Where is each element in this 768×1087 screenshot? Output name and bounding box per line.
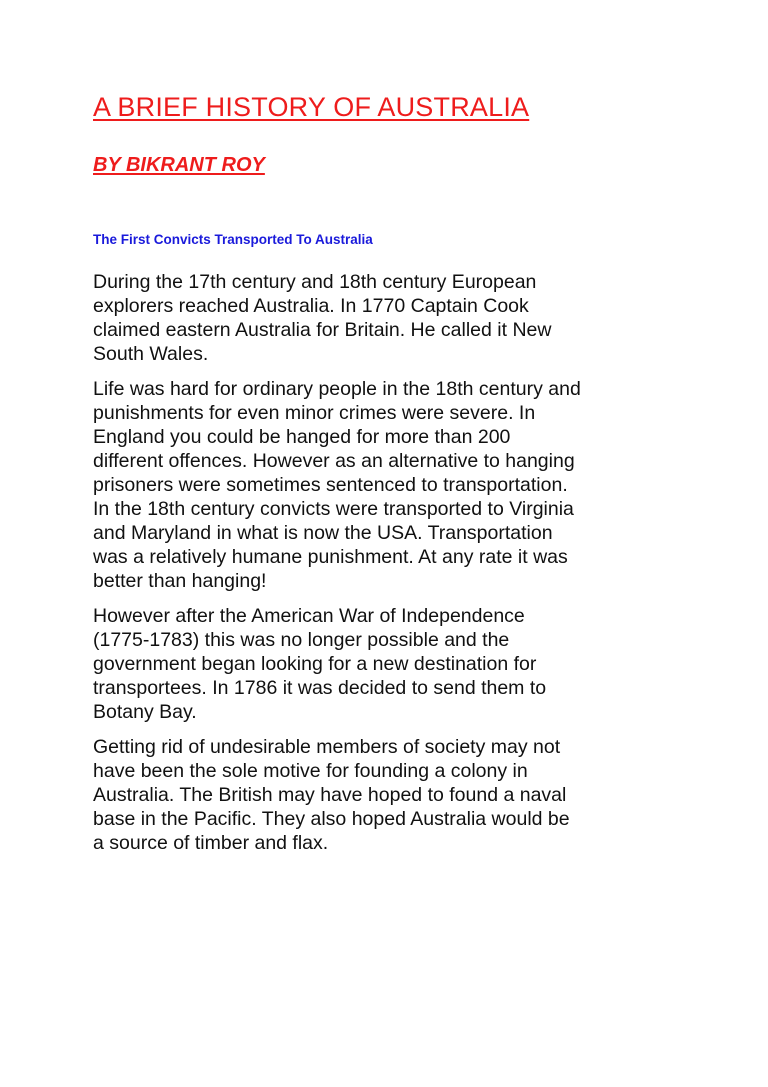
paragraph-line: punishments for even minor crimes were severe. In	[93, 402, 536, 424]
paragraph	[93, 735, 693, 855]
paragraph-line: In the 18th century convicts were transported to Virginia	[93, 498, 574, 520]
paragraph-line: Botany Bay.	[93, 701, 197, 723]
paragraph-line: Life was hard for ordinary people in the 18th century and	[93, 378, 581, 400]
paragraph-line: During the 17th century and 18th century European	[93, 271, 537, 293]
paragraph	[93, 604, 693, 724]
paragraph-line: government began looking for a new destination for	[93, 653, 537, 675]
document-author: BY BIKRANT ROY	[93, 154, 265, 176]
paragraph-line: South Wales.	[93, 343, 209, 365]
body-text	[93, 270, 693, 866]
paragraph	[93, 377, 693, 593]
paragraph-line: England you could be hanged for more than 200	[93, 426, 511, 448]
paragraph-line: base in the Pacific. They also hoped Australia would be	[93, 808, 570, 830]
paragraph-line: was a relatively humane punishment. At any rate it was	[93, 546, 568, 568]
paragraph-line: transportees. In 1786 it was decided to send them to	[93, 677, 547, 699]
paragraph-line: However after the American War of Independence	[93, 605, 525, 627]
paragraph-line: better than hanging!	[93, 570, 267, 592]
paragraph-line: Getting rid of undesirable members of society may not	[93, 736, 561, 758]
paragraph-line: different offences. However as an alternative to hanging	[93, 450, 575, 472]
paragraph	[93, 270, 693, 366]
paragraph-line: Australia. The British may have hoped to found a naval	[93, 784, 567, 806]
section-heading: The First Convicts Transported To Australia	[93, 232, 373, 247]
paragraph-line: claimed eastern Australia for Britain. He called it New	[93, 319, 552, 341]
paragraph-line: have been the sole motive for founding a colony in	[93, 760, 528, 782]
paragraph-line: (1775-1783) this was no longer possible and the	[93, 629, 510, 651]
paragraph-line: explorers reached Australia. In 1770 Captain Cook	[93, 295, 529, 317]
paragraph-line: a source of timber and flax.	[93, 832, 329, 854]
document-title: A BRIEF HISTORY OF AUSTRALIA	[93, 92, 530, 122]
paragraph-line: prisoners were sometimes sentenced to transportation.	[93, 474, 568, 496]
paragraph-line: and Maryland in what is now the USA. Transportation	[93, 522, 553, 544]
